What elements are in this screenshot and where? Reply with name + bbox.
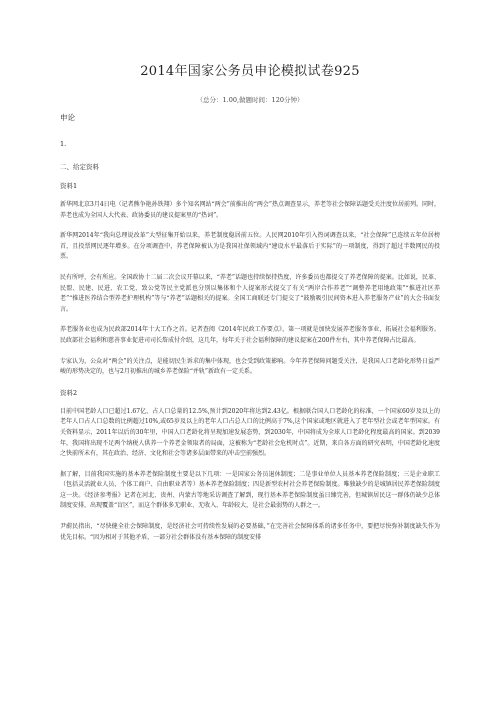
material-2-paragraph: 尹蔚民指出，“尽快健全社会保障制度，是经济社会可持续性发展的必要基础，”在完善社会保障体系的诸多任务中，要把尽快弥补制度缺失作为优先目标。“因为相对于其他矛盾，一部分社会群体没有基本保障的制度安排	[60, 523, 440, 541]
material-2-paragraph: 目前中国老龄人口已超过1.67亿，占人口总量的12.5%,预计到2020年将达到2.43亿。根据联合国人口老龄化的标准，一个国家60岁及以上的老年人口占人口总数的比例超过10%,或65岁及以上的老年人口占总人口的比例高于7%,这个国家或地区就进入了老年型社会或老年型国家。有关资料显示，2011年以后的30年里，中国人口老龄化将呈现加速发展态势，到2030年，中国将成为全球人口老龄化程度最高的国家。到2039年，我国将出现不足两个纳税人供养一个养老金领取者的局面，这被称为“老龄社会危机时点”。近期，来自各方面的研究表明，中国老龄化速度之快前所未有，其在政治、经济、文化和社会等诸多层面带来的冲击空前强烈。	[60, 407, 440, 458]
material-1-paragraph: 新华网北京3月4日电（记者熊争艳孙铁翔）多个知名网站“两会”前推出的“两会”热点调查显示，养老等社会保障话题受关注度位居前列。同时，养老也成为全国人大代表、政协委员的建议提案里的“热词”。	[60, 201, 440, 219]
exam-meta: （总分：1.00,做题时间：120分钟）	[196, 96, 304, 104]
material-2-paragraph: 据了解，目前我国实施的基本养老保险制度主要是以下几项：一是国家公务员退休制度；二是事业单位人员基本养老保险制度；三是企业职工（包括灵活就业人员、个体工商户、自由职业者等）基本养老保险制度；四是新型农村社会养老保险制度。唯独缺少的是城镇居民养老保险制度这一块。《经济参考报》记者在河北、贵州、内蒙古等地采访调查了解到，现行基本养老保险制度虽日臻完善，但城镇居民这一群体仍缺少总体制度安排，出现覆盖“盲区”，而这个群体多无职业、无收入、年龄较大，是社会最弱势的人群之一。	[60, 470, 440, 510]
material-1-paragraph: 专家认为，公众对“两会”的关注点，是能切民生诉求的集中体现，也会受到政策影响。今年养老保障问题受关注，是我国人口老龄化形势日益严峻的形势决定的，也与2月初推出的城乡养老保险“并轨”新政有一定关系。	[60, 357, 440, 376]
section-title: 申论	[60, 113, 75, 122]
material-2-label: 资料2	[60, 388, 78, 397]
material-1-label: 资料1	[60, 182, 78, 190]
material-1-paragraph: 民有所呼，会有所应。全国政协十二届二次会议开幕以来，“养老”话题也持续保持热度，许多委员也都提交了养老保障的提案。比如说，民革、民盟、民建、民进、农工党、致公党等民主党派也分别以集体和个人提案形式提交了有关“两岸合作养老”“调整养老用地政策”“推进社区养老”“推进医养结合型养老护理机构”等与“养老”话题相关的提案。全国工商联还专门提交了“鼓励吸引民间资本进入养老服务产业”的大会书面发言。	[60, 273, 440, 313]
material-1-paragraph: 新华网2014年“我向总理说改革”大型征集开始以来，养老制度稳居前五位。人民网2010年引入热词调查以来，“社会保障”已连续五年位居榜首，且投票网民逐年增多。在分项调查中，养老保障被认为是我国社保领域内“建设水平最落后于实际”的一项制度，得到了超过半数网民的投票。	[60, 232, 440, 261]
document-body	[60, 113, 440, 553]
question-number: 1.	[60, 140, 67, 148]
document-title: 2014年国家公务员申论模拟试卷925	[140, 64, 360, 79]
material-1-paragraph: 养老服务业也成为民政部2014年十大工作之首。记者查阅《2014年民政工作要点》，第一项就是加快发展养老服务事业，拓展社会福利服务。民政部社会福利和慈善事业促进司司长詹成付介绍，这几年，每年关于社会福利保障的建议提案在200件左右，其中养老保障占比最高。	[60, 326, 440, 344]
materials-heading: 二、给定资料	[60, 163, 99, 171]
